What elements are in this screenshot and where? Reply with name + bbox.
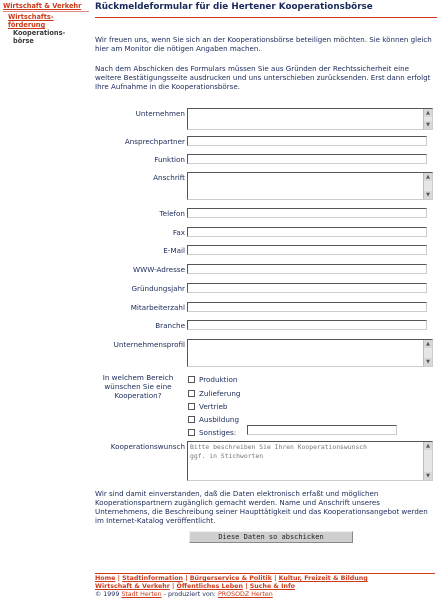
scrollbar[interactable] [423,442,432,480]
checkbox-vertrieb[interactable] [188,403,195,410]
footer-link-suche[interactable]: Suche & Info [249,583,296,590]
nav-kooperationsboerse[interactable] [13,29,91,45]
anschrift-textarea[interactable] [187,172,433,200]
nav-wirtschaftsfoerderung-line1[interactable]: Wirtschafts- [8,13,54,21]
label-ausbildung: Ausbildung [199,415,240,424]
checkbox-zulieferung[interactable] [188,390,195,397]
label-vertrieb: Vertrieb [199,402,228,411]
footer-link-buergerservice[interactable]: Bürgerservice & Politik [189,575,272,582]
label-telefon: Telefon [159,209,185,218]
scroll-down-icon[interactable]: ▼ [424,472,432,480]
footer-link-prosodz[interactable]: PROSODZ Herten [217,591,273,598]
footer-link-stadt-herten[interactable]: Stadt Herten [121,591,162,598]
row-anschrift [95,172,435,198]
label-zulieferung: Zulieferung [199,389,241,398]
checkbox-sonstiges[interactable] [188,429,195,436]
footer-link-home[interactable]: Home [95,575,116,582]
sidebar-divider [3,11,89,12]
checkbox-ausbildung[interactable] [188,416,195,423]
label-produktion: Produktion [199,375,238,384]
label-mitarbeiter: Mitarbeiterzahl [130,303,185,312]
row-funktion [95,154,435,168]
label-sonstiges: Sonstiges: [199,428,237,437]
email-input[interactable] [187,245,427,255]
checkbox-produktion[interactable] [188,376,195,383]
label-ansprechpartner: Ansprechpartner [124,137,185,146]
ansprechpartner-input[interactable] [187,136,427,146]
nav-wirtschaftsfoerderung[interactable] [8,13,91,29]
produziert-text: - produziert von: [163,591,216,598]
label-www: WWW-Adresse [133,265,185,274]
label-anschrift: Anschrift [153,173,185,182]
row-wunsch [95,441,435,483]
label-unternehmen: Unternehmen [135,109,185,118]
label-profil: Unternehmensprofil [113,340,185,349]
row-ansprechpartner [95,136,435,150]
nav-kooperationsboerse-line2[interactable]: börse [13,37,34,45]
row-gruendungsjahr [95,283,435,297]
footer-link-wirtschaft[interactable]: Wirtschaft & Verkehr [95,583,170,590]
kooperationswunsch-textarea[interactable] [187,441,433,481]
wunsch-placeholder-line1: Bitte beschreiben Sie Ihren Kooperationswunsch [190,443,367,451]
page-title: Rückmeldeformular für die Hertener Kooperationsbörse [95,0,437,18]
row-email [95,245,435,259]
scroll-down-icon[interactable]: ▼ [424,358,432,366]
profil-textarea[interactable] [187,339,433,367]
scrollbar[interactable] [423,109,432,129]
row-telefon [95,208,435,222]
footer-link-kultur[interactable]: Kultur, Freizeit & Bildung [278,575,368,582]
scroll-down-icon[interactable]: ▼ [424,121,432,129]
row-fax [95,227,435,241]
row-www [95,264,435,278]
row-profil [95,339,435,365]
nav-wirtschaftsfoerderung-line2[interactable]: förderung [8,21,46,29]
label-gruendungsjahr: Gründungsjahr [131,284,185,293]
consent-text: Wir sind damit einverstanden, daß die Daten elektronisch erfaßt und möglichen Kooperationspartnern zugänglich gemacht werden. Name und Anschrift unseres Unternehmens, die Beschreibung seiner Haupttätigkeit und das Kooperationsangebot werden im Internet-Katalog veröffentlicht. [95,489,428,525]
row-branche [95,320,435,334]
sidebar-nav [3,2,91,45]
footer-nav [95,573,435,599]
label-funktion: Funktion [154,155,185,164]
telefon-input[interactable] [187,208,427,218]
notice-text: Nach dem Abschicken des Formulars müssen Sie aus Gründen der Rechtssicherheit eine weitere Bestätigungsseite ausdrucken und uns unterschieben zurücksenden. Erst dann erfolgt Ihre Aufnahme in die Kooperationsbörse. [95,64,431,91]
submit-button[interactable]: Diese Daten so abschicken [189,531,353,543]
branche-input[interactable] [187,320,427,330]
fax-input[interactable] [187,227,427,237]
label-branche: Branche [155,321,185,330]
row-unternehmen [95,108,435,128]
scrollbar[interactable] [423,173,432,199]
gruendungsjahr-input[interactable] [187,283,427,293]
footer-line1: Home | Stadtinformation | Bürgerservice & Politik | Kultur, Freizeit & Bildung [95,575,368,582]
copyright-text: © 1999 [95,591,120,598]
label-fax: Fax [172,228,185,237]
label-bereich: In welchem Bereich wünschen Sie eine Kooperation? [102,373,174,400]
scroll-up-icon[interactable]: ▲ [424,173,432,181]
main-content [95,0,437,598]
unternehmen-textarea[interactable] [187,108,433,130]
scroll-up-icon[interactable]: ▲ [424,442,432,450]
label-email: E-Mail [163,246,185,255]
row-bereich [95,373,435,443]
www-input[interactable] [187,264,427,274]
intro-text: Wir freuen uns, wenn Sie sich an der Kooperationsbörse beteiligen möchten. Sie können gleich hier am Monitor die nötigen Angaben machen. [95,35,432,53]
funktion-input[interactable] [187,154,427,164]
nav-wirtschaft-verkehr[interactable]: Wirtschaft & Verkehr [3,2,82,10]
label-wunsch: Kooperationswunsch [110,442,185,451]
footer-copyright [95,591,435,599]
footer-link-stadtinfo[interactable]: Stadtinformation [122,575,184,582]
scrollbar[interactable] [423,340,432,366]
footer-link-oeffentlich[interactable]: Öffentliches Leben [176,583,244,590]
scroll-down-icon[interactable]: ▼ [424,191,432,199]
footer-line2: Wirtschaft & Verkehr | Öffentliches Leben | Suche & Info [95,583,296,590]
sonstiges-input[interactable] [247,425,397,435]
nav-kooperationsboerse-line1[interactable]: Kooperations- [13,29,66,37]
scroll-up-icon[interactable]: ▲ [424,340,432,348]
row-mitarbeiter [95,302,435,316]
scroll-up-icon[interactable]: ▲ [424,109,432,117]
wunsch-placeholder-line2: ggf. in Stichworten [190,452,264,460]
mitarbeiter-input[interactable] [187,302,427,312]
